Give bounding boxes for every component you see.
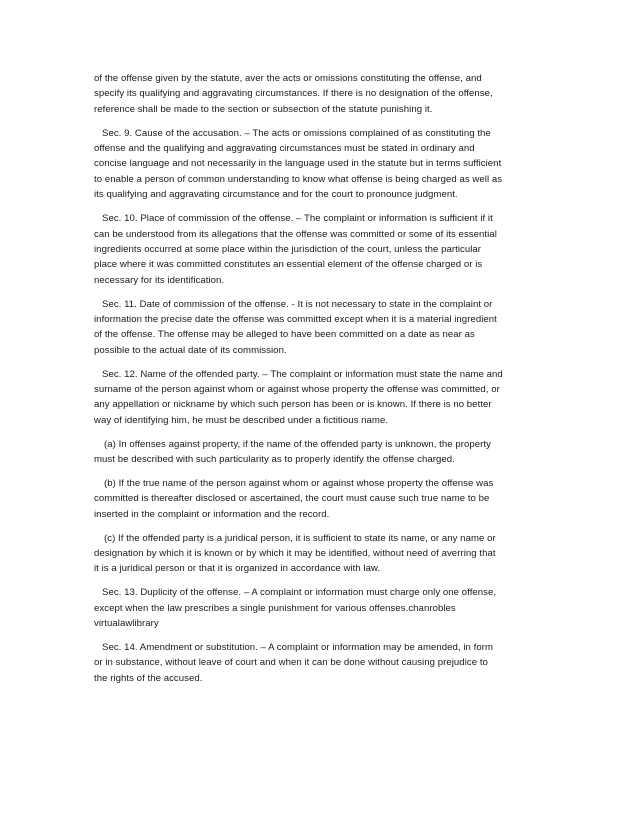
text-line: Sec. 14. Amendment or substitution. – A complaint or information may be amended, in form: [102, 642, 494, 653]
text-line: or in substance, without leave of court and when it can be done without causing prejudice to: [94, 657, 488, 669]
text-line: Sec. 11. Date of commission of the offense. - It is not necessary to state in the complaint or: [102, 298, 493, 310]
text-line: (b) If the true name of the person against whom or against whose property the offense was: [104, 477, 494, 489]
text-line: reference shall be made to the section or subsection of the statute punishing it.: [94, 103, 433, 115]
text-line: committed is thereafter disclosed or ascertained, the court must cause such true name to be: [94, 493, 490, 505]
text-line: (a) In offenses against property, if the name of the offended party is unknown, the property: [104, 438, 491, 450]
text-line: information the precise date the offense was committed except when it is a material ingredient: [94, 313, 497, 325]
section-10-place-of-commission: [94, 211, 542, 288]
text-line: necessary for its identification.: [94, 274, 225, 286]
text-line: of the offense. The offense may be alleged to have been committed on a date as near as: [94, 329, 475, 341]
subsection-a-offenses-against-property: [94, 437, 542, 468]
text-line: its qualifying and aggravating circumstance and for the court to pronounce judgment.: [94, 189, 458, 201]
text-line: Sec. 9. Cause of the accusation. – The acts or omissions complained of as constituting the: [102, 127, 491, 139]
subsection-c-juridical-person: [94, 531, 542, 577]
section-11-date-of-commission: [94, 297, 542, 359]
paragraph-offense-designation: [94, 71, 542, 117]
text-line: surname of the person against whom or against whose property the offense was committed, or: [94, 384, 500, 396]
text-line: to enable a person of common understanding to know what offense is being charged as well as: [94, 173, 503, 185]
text-line: Sec. 10. Place of commission of the offense. – The complaint or information is sufficient if it: [102, 213, 493, 225]
section-9-cause-of-accusation: [94, 126, 542, 203]
section-12-name-of-offended-party: [94, 367, 542, 429]
text-line: inserted in the complaint or information and the record.: [94, 508, 330, 520]
text-line: specify its qualifying and aggravating circumstances. If there is no designation of the offense,: [94, 88, 493, 100]
text-line: offense and the qualifying and aggravating circumstances must be stated in ordinary and: [94, 143, 475, 155]
text-line: must be described with such particularity as to properly identify the offense charged.: [94, 454, 455, 466]
text-line: can be understood from its allegations that the offense was committed or some of its essential: [94, 228, 497, 240]
document-body: [94, 71, 542, 695]
text-line: ingredients occurred at some place within the jurisdiction of the court, unless the particular: [94, 243, 482, 255]
text-line: of the offense given by the statute, aver the acts or omissions constituting the offense, and: [94, 73, 482, 84]
text-line: except when the law prescribes a single punishment for various offenses.chanrobles: [94, 602, 456, 614]
section-14-amendment-or-substitution: [94, 640, 542, 686]
text-line: designation by which it is known or by which it may be identified, without need of averring that: [94, 548, 496, 560]
text-line: way of identifying him, he must be described under a fictitious name.: [94, 414, 389, 426]
text-line: Sec. 13. Duplicity of the offense. – A complaint or information must charge only one offense,: [102, 587, 497, 599]
subsection-b-true-name-disclosed: [94, 476, 542, 522]
text-line: concise language and not necessarily in the language used in the statute but in terms sufficient: [94, 158, 502, 170]
text-line: it is a juridical person or that it is organized in accordance with law.: [94, 563, 381, 575]
text-line: the rights of the accused.: [94, 672, 203, 684]
text-line: (c) If the offended party is a juridical person, it is sufficient to state its name, or any name or: [104, 532, 496, 544]
section-13-duplicity-of-offense: [94, 585, 542, 631]
text-line: place where it was committed constitutes an essential element of the offense charged or is: [94, 259, 483, 271]
text-line: possible to the actual date of its commission.: [94, 344, 287, 356]
text-line: any appellation or nickname by which such person has been or is known. If there is no better: [94, 399, 492, 411]
text-line: Sec. 12. Name of the offended party. – The complaint or information must state the name and: [102, 368, 503, 380]
text-line: virtualawlibrary: [94, 618, 159, 630]
